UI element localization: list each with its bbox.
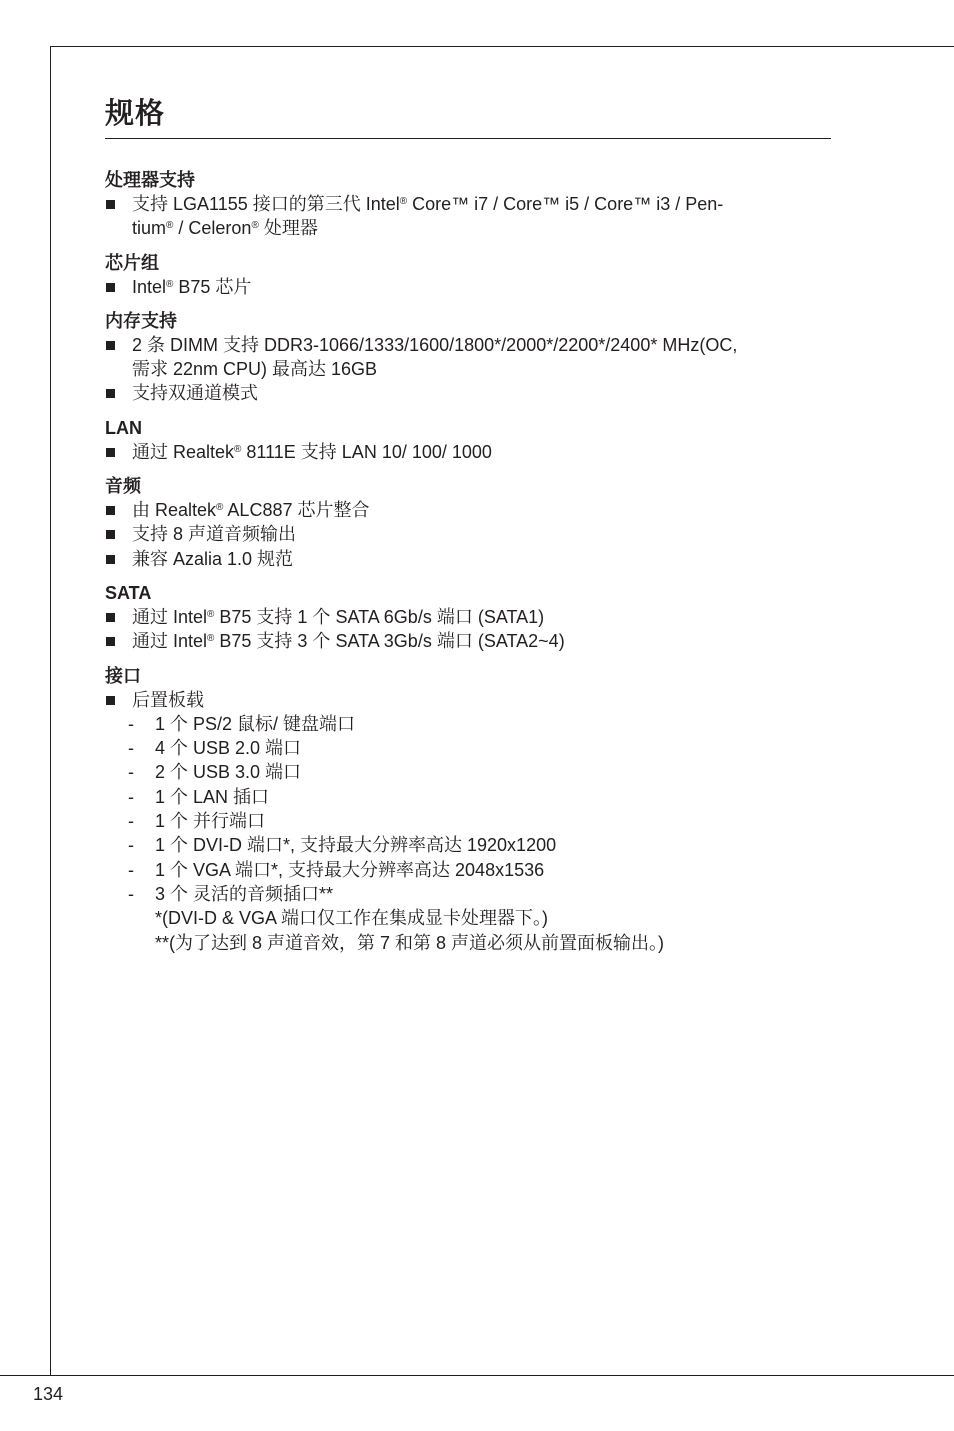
page-frame-left-rule — [50, 46, 51, 1375]
square-bullet-icon — [106, 506, 115, 515]
text-run: / Celeron — [173, 218, 252, 239]
footnote: **(为了达到 8 声道音效，第 7 和第 8 声道必须从前置面板输出。) — [155, 932, 665, 953]
page-number: 134 — [33, 1384, 64, 1404]
text-run: Core™ i7 / Core™ i5 / Core™ i3 / Pen- — [407, 194, 724, 214]
registered-mark: ® — [216, 502, 224, 514]
section-heading: 内存支持 — [105, 310, 177, 331]
bullet-item — [105, 688, 831, 712]
text-run: 通过 Intel — [132, 631, 208, 652]
text-run: 支持双通道模式 — [132, 383, 258, 404]
spec-section — [105, 664, 831, 955]
bullet-list — [105, 440, 831, 464]
port-description: 1 个 PS/2 鼠标/ 键盘端口 — [155, 713, 356, 734]
port-list-item — [105, 760, 831, 784]
bullet-item — [105, 381, 831, 405]
spec-section — [105, 251, 831, 299]
text-run: Intel — [132, 276, 167, 297]
bullet-item — [105, 605, 831, 629]
bullet-text — [132, 605, 831, 629]
dash-bullet-icon: - — [128, 859, 134, 880]
dash-bullet-icon: - — [128, 738, 134, 759]
port-description: 1 个 LAN 插口 — [155, 786, 270, 807]
spec-section — [105, 416, 831, 464]
square-bullet-icon — [106, 448, 115, 457]
square-bullet-icon — [106, 341, 115, 350]
port-description: 2 个 USB 3.0 端口 — [155, 762, 302, 783]
bullet-text — [132, 440, 831, 464]
bullet-list — [105, 192, 831, 241]
dash-bullet-icon: - — [128, 762, 134, 783]
bullet-text — [132, 192, 831, 216]
section-heading: SATA — [105, 582, 152, 603]
square-bullet-icon — [106, 200, 115, 209]
registered-mark: ® — [166, 220, 174, 232]
bullet-text-continued — [132, 216, 831, 240]
bullet-item — [105, 547, 831, 571]
text-run: tium — [132, 218, 167, 239]
text-run: B75 芯片 — [173, 276, 252, 297]
port-list-item — [105, 712, 831, 736]
spec-sections — [105, 168, 831, 955]
bullet-text — [132, 333, 831, 357]
square-bullet-icon — [106, 613, 115, 622]
dash-bullet-icon: - — [128, 883, 134, 904]
dash-bullet-icon: - — [128, 786, 134, 807]
bullet-text — [132, 275, 831, 299]
square-bullet-icon — [106, 555, 115, 564]
text-run: 8111E 支持 LAN 10/ 100/ 1000 — [241, 441, 492, 462]
bullet-list — [105, 688, 831, 955]
section-heading: 芯片组 — [105, 252, 159, 273]
square-bullet-icon — [106, 637, 115, 646]
bullet-text — [132, 522, 831, 546]
bullet-text — [132, 498, 831, 522]
bullet-item — [105, 498, 831, 522]
spec-section — [105, 309, 831, 406]
port-list-item — [105, 858, 831, 882]
page-title: 规格 — [105, 98, 166, 130]
page-frame-bottom-rule — [0, 1375, 954, 1376]
bullet-list — [105, 333, 831, 406]
port-list-item — [105, 833, 831, 857]
registered-mark: ® — [207, 608, 215, 620]
registered-mark: ® — [251, 220, 259, 232]
square-bullet-icon — [106, 696, 115, 705]
section-heading: 音频 — [105, 476, 141, 497]
port-description: 1 个 DVI-D 端口*, 支持最大分辨率高达 1920x1200 — [155, 835, 557, 856]
dash-bullet-icon: - — [128, 713, 134, 734]
bullet-item — [105, 275, 831, 299]
text-run: 兼容 Azalia 1.0 规范 — [132, 548, 294, 569]
bullet-item — [105, 629, 831, 653]
port-list — [105, 712, 831, 906]
text-run: 需求 22nm CPU) 最高达 16GB — [132, 359, 378, 380]
bullet-list — [105, 498, 831, 571]
text-run: 处理器 — [258, 218, 318, 239]
bullet-list — [105, 605, 831, 654]
bullet-list — [105, 275, 831, 299]
bullet-item — [105, 192, 831, 241]
registered-mark: ® — [166, 278, 174, 290]
registered-mark: ® — [234, 443, 242, 455]
page-frame-top-rule — [50, 46, 954, 47]
footnote: *(DVI-D & VGA 端口仅工作在集成显卡处理器下。) — [155, 908, 549, 929]
square-bullet-icon — [106, 530, 115, 539]
bullet-item — [105, 440, 831, 464]
section-heading: 接口 — [105, 665, 141, 686]
text-run: B75 支持 3 个 SATA 3Gb/s 端口 (SATA2~4) — [214, 631, 565, 652]
spec-section — [105, 474, 831, 571]
text-run: 通过 Realtek — [132, 441, 235, 462]
spec-content — [105, 94, 831, 965]
dash-bullet-icon: - — [128, 835, 134, 856]
text-run: B75 支持 1 个 SATA 6Gb/s 端口 (SATA1) — [214, 606, 545, 627]
bullet-text — [132, 381, 831, 405]
square-bullet-icon — [106, 389, 115, 398]
bullet-text — [132, 629, 831, 653]
text-run: 2 条 DIMM 支持 DDR3-1066/1333/1600/1800*/2000*/2200*/2400* MHz(OC, — [132, 334, 738, 355]
bullet-text — [132, 688, 831, 712]
registered-mark: ® — [207, 633, 215, 645]
text-run: ALC887 芯片整合 — [223, 500, 370, 521]
section-heading: 处理器支持 — [105, 170, 195, 190]
title-underline — [105, 138, 831, 139]
spec-section — [105, 168, 831, 241]
text-run: 支持 LGA1155 接口的第三代 Intel — [132, 194, 400, 214]
section-heading: LAN — [105, 417, 142, 438]
text-run: 后置板载 — [132, 689, 204, 710]
bullet-item — [105, 333, 831, 382]
port-description: 1 个 VGA 端口*, 支持最大分辨率高达 2048x1536 — [155, 859, 545, 880]
text-run: 通过 Intel — [132, 606, 208, 627]
port-list-item — [105, 736, 831, 760]
registered-mark: ® — [399, 196, 408, 207]
text-run: 支持 8 声道音频输出 — [132, 524, 297, 545]
port-list-item — [105, 809, 831, 833]
square-bullet-icon — [106, 283, 115, 292]
bullet-text — [132, 547, 831, 571]
dash-bullet-icon: - — [128, 811, 134, 832]
port-list-item — [105, 882, 831, 906]
bullet-text-continued — [132, 357, 831, 381]
port-description: 1 个 并行端口 — [155, 811, 266, 832]
port-description: 4 个 USB 2.0 端口 — [155, 738, 302, 759]
port-description: 3 个 灵活的音频插口** — [155, 883, 334, 904]
text-run: 由 Realtek — [132, 500, 217, 521]
bullet-item — [105, 522, 831, 546]
port-list-item — [105, 785, 831, 809]
spec-section — [105, 581, 831, 654]
